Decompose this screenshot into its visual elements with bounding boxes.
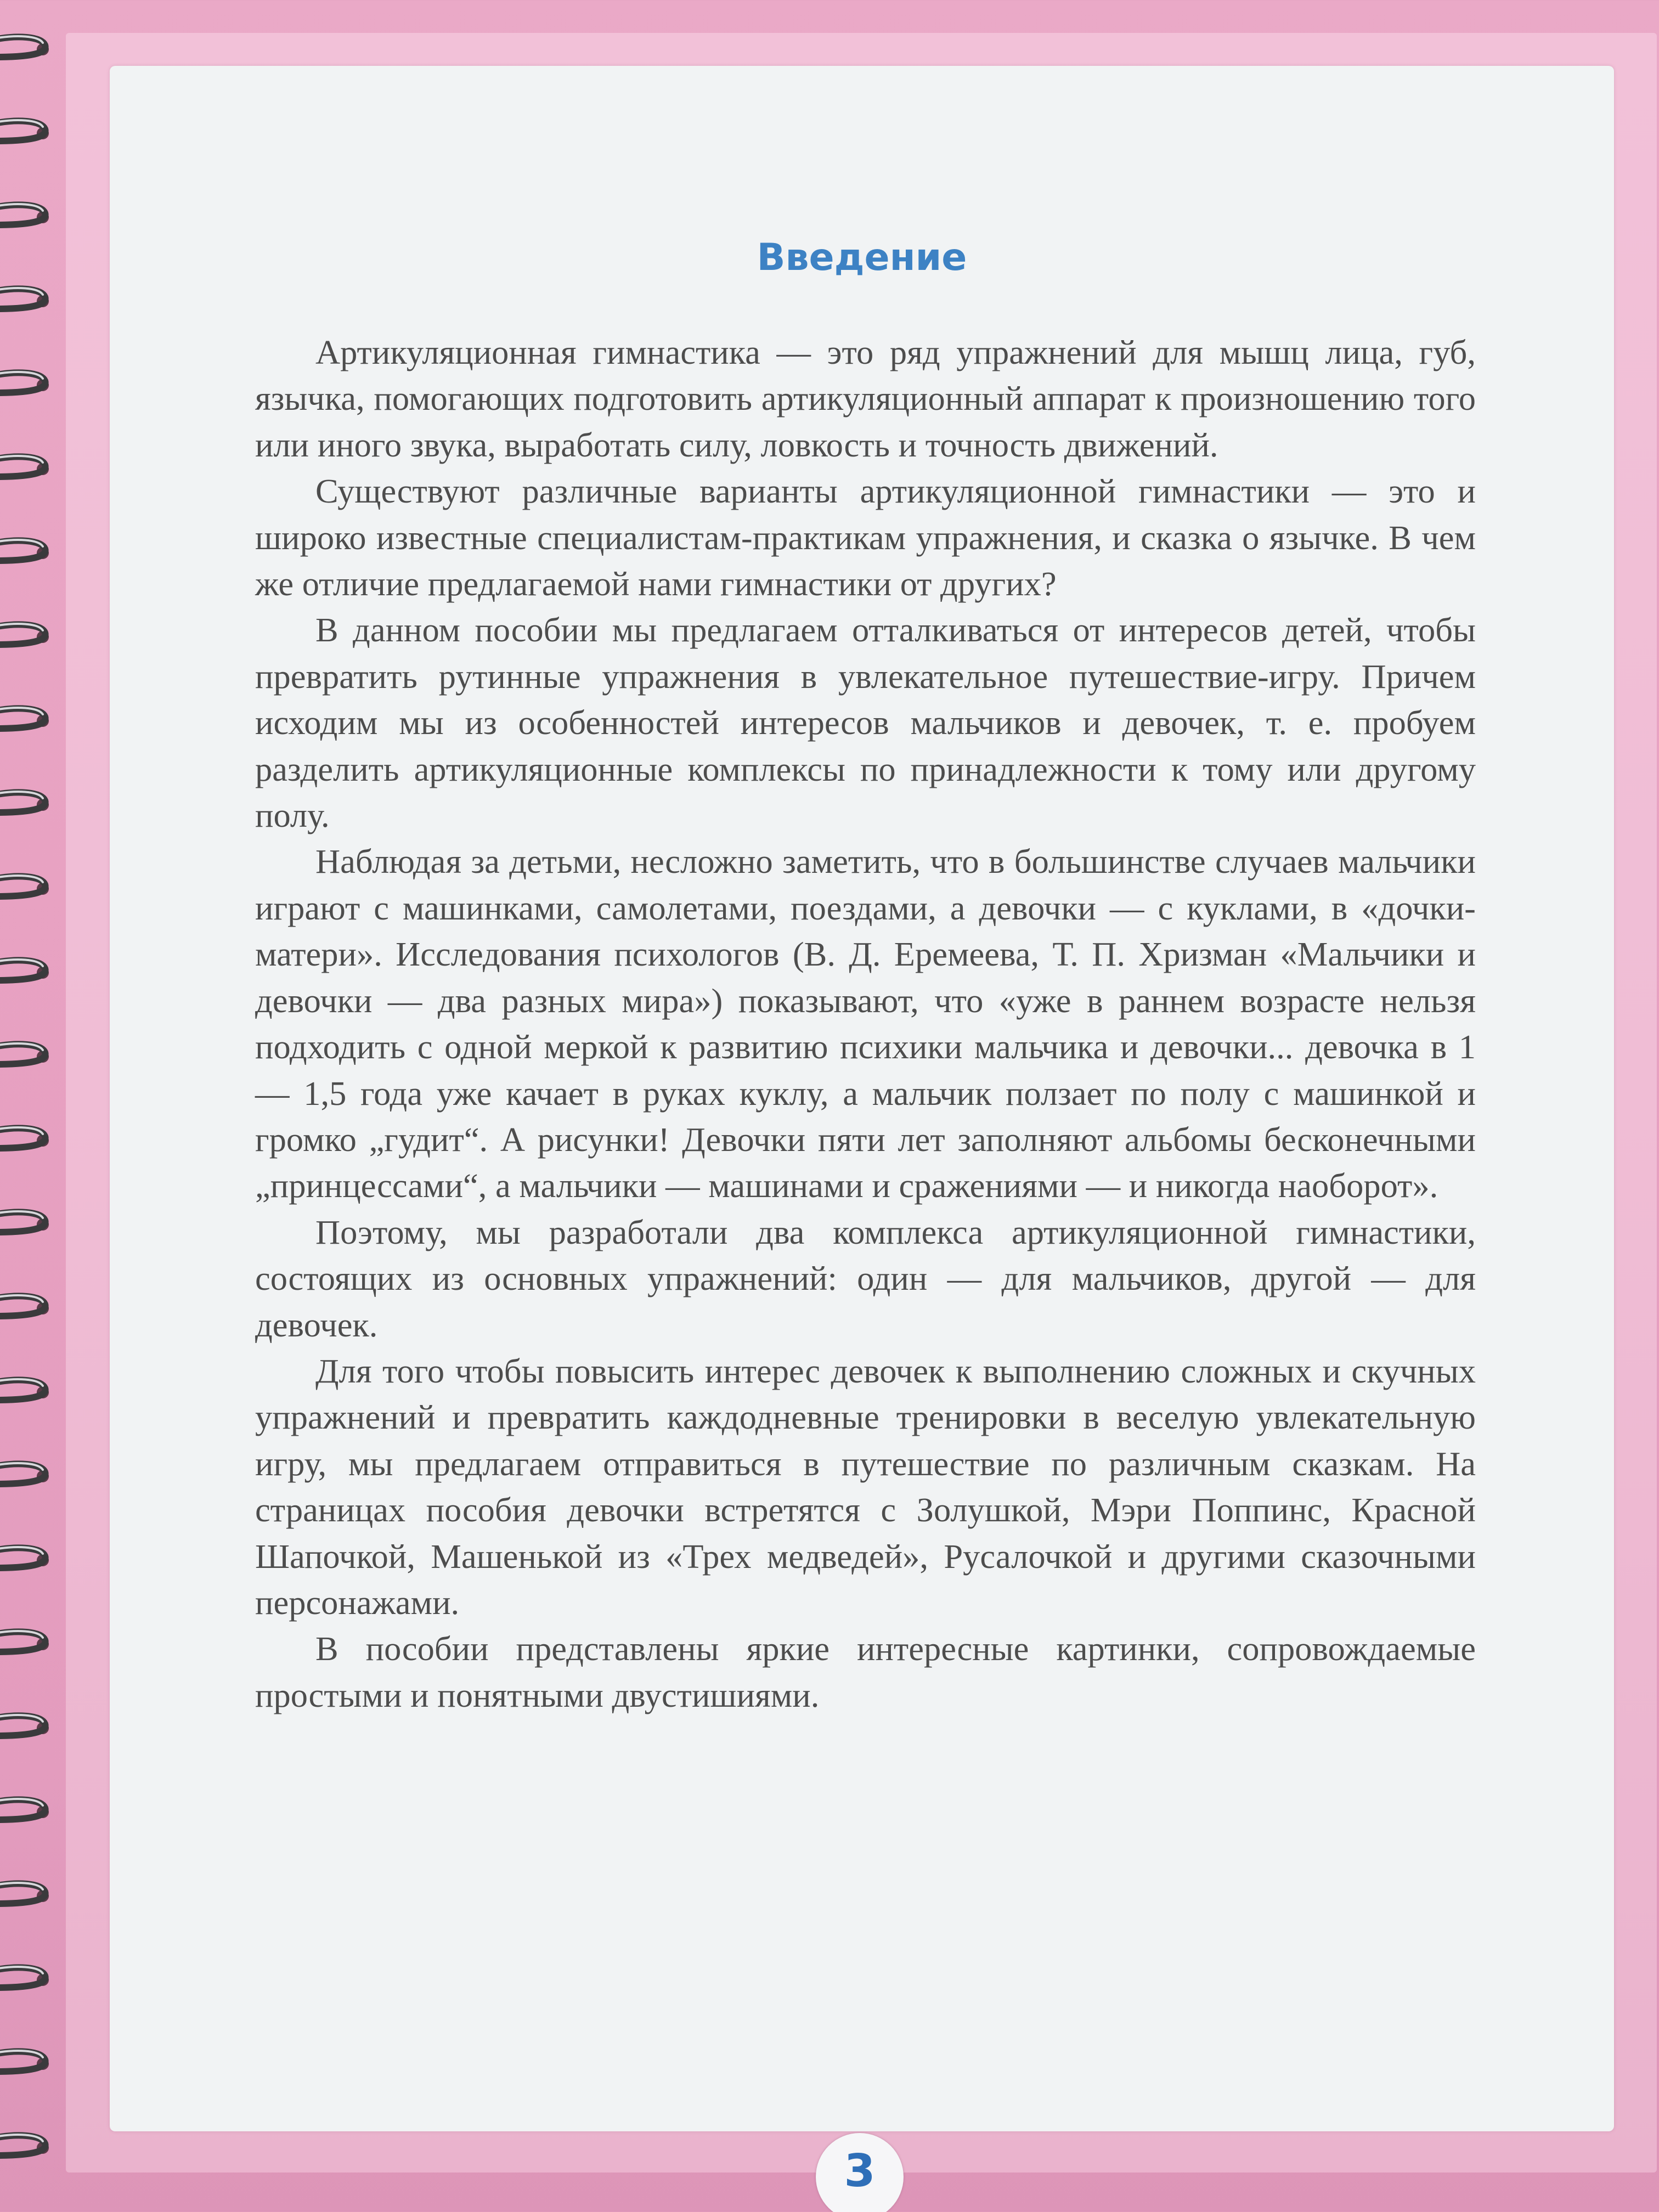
paragraph-4: Наблюдая за детьми, несложно заметить, что в большинстве случаев мальчики играют с машинками, самолетами, поездами, а девочки — с куклами, в «дочки-матери». Исследования психологов (В. Д. Еремеева, Т. П. Хризман «Мальчики и девочки — два разных мира») показывают, что «уже в раннем возрасте нельзя подходить с одной меркой к развитию психики мальчика и девочки... девочка в 1 — 1,5 года уже качает в руках куклу, а мальчик ползает по полу с машинкой и громко „гудит“. А рисунки! Девочки пяти лет заполняют альбомы бесконечными „принцессами“, а мальчики — машинами и сражениями — и никогда наоборот».	[255, 842, 1476, 1205]
document-page	[110, 66, 1614, 2131]
paragraph-5: Поэтому, мы разработали два комплекса артикуляционной гимнастики, состоящих из основных упражнений: один — для мальчиков, другой — для девочек.	[255, 1212, 1476, 1344]
spiral-coil-icon	[0, 620, 52, 650]
spiral-coil-icon	[0, 704, 52, 734]
paragraph-3: В данном пособии мы предлагаем отталкиваться от интересов детей, чтобы превратить рутинные упражнения в увлекательное путешествие-игру. Причем исходим мы из особенностей интересов мальчиков и девочек, т. е. пробуем разделить артикуляционные комплексы по принадлежности к тому или другому полу.	[255, 611, 1476, 835]
spiral-coil-icon	[0, 956, 52, 986]
paragraph-2: Существуют различные варианты артикуляционной гимнастики — это и широко известные специалистам-практикам упражнения, и сказка о язычке. В чем же отличие предлагаемой нами гимнастики от других?	[255, 472, 1476, 603]
spiral-coil-icon	[0, 33, 52, 63]
paragraph-7: В пособии представлены яркие интересные картинки, сопровождаемые простыми и понятными двустишиями.	[255, 1629, 1476, 1714]
page-title: Введение	[757, 236, 967, 279]
spiral-coil-icon	[0, 369, 52, 398]
spiral-binding	[0, 33, 60, 2212]
spiral-coil-icon	[0, 453, 52, 482]
spiral-coil-icon	[0, 1208, 52, 1238]
spiral-coil-icon	[0, 1040, 52, 1070]
spiral-coil-icon	[0, 1376, 52, 1406]
spiral-coil-icon	[0, 1544, 52, 1573]
paragraph-6: Для того чтобы повысить интерес девочек к выполнению сложных и скучных упражнений и превратить каждодневные тренировки в веселую увлекательную игру, мы предлагаем отправиться в путешествие по различным сказкам. На страницах пособия девочки встретятся с Золушкой, Мэри Поппинс, Красной Шапочкой, Машенькой из «Трех медведей», Русалочкой и другими сказочными персонажами.	[255, 1351, 1476, 1622]
spiral-coil-icon	[0, 872, 52, 902]
page-body	[255, 329, 1476, 1718]
spiral-coil-icon	[0, 537, 52, 566]
spiral-coil-icon	[0, 1292, 52, 1322]
page-number-badge	[816, 2133, 904, 2212]
page-number: 3	[844, 2145, 876, 2197]
spiral-coil-icon	[0, 1963, 52, 1993]
spiral-coil-icon	[0, 1628, 52, 1657]
spiral-coil-icon	[0, 117, 52, 146]
spiral-coil-icon	[0, 1124, 52, 1154]
spiral-coil-icon	[0, 285, 52, 314]
spiral-coil-icon	[0, 201, 52, 230]
spiral-coil-icon	[0, 1880, 52, 1909]
spiral-coil-icon	[0, 788, 52, 818]
paragraph-1: Артикуляционная гимнастика — это ряд упражнений для мышц лица, губ, язычка, помогающих подготовить артикуляционный аппарат к произношению того или иного звука, выработать силу, ловкость и точность движений.	[255, 333, 1476, 464]
spiral-coil-icon	[0, 1712, 52, 1741]
spiral-coil-icon	[0, 1796, 52, 1825]
spiral-coil-icon	[0, 2047, 52, 2077]
spiral-coil-icon	[0, 1460, 52, 1489]
spiral-coil-icon	[0, 2131, 52, 2161]
